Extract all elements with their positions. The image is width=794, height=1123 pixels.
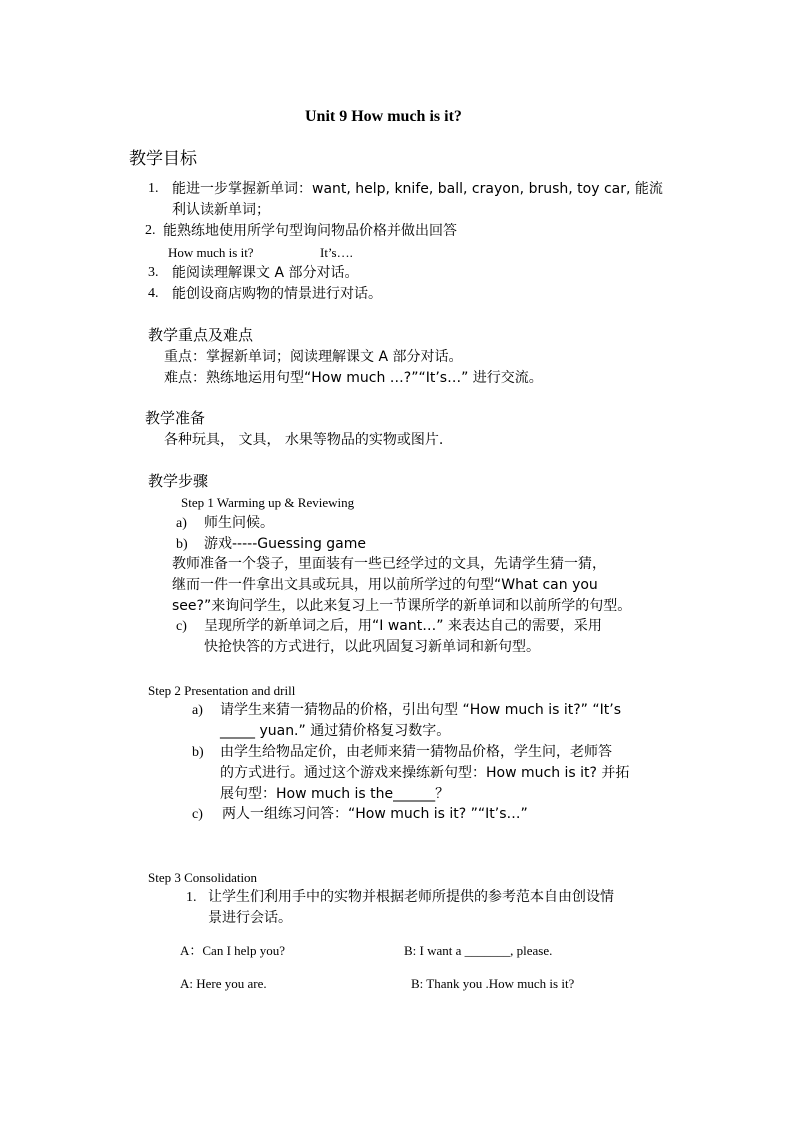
dialog-line-a: A：Can I help you? bbox=[180, 943, 286, 958]
step2-b-text-cont: 展句型：How much is the______？ bbox=[220, 786, 450, 802]
dialog-line-a: A: Here you are. bbox=[180, 976, 267, 991]
step3-text: 让学生们利用手中的实物并根据老师所提供的参考范本自由创设情 bbox=[208, 889, 614, 905]
step2-a-label: a) bbox=[192, 703, 203, 718]
step1-a-label: a) bbox=[176, 516, 187, 531]
dialog-line-b: B: Thank you .How much is it? bbox=[411, 976, 575, 991]
step1-paragraph: see?”来询问学生，以此来复习上一节课所学的新单词和以前所学的句型。 bbox=[172, 598, 632, 614]
step1-paragraph: 继而一件一件拿出文具或玩具，用以前所学过的句型“What can you bbox=[172, 577, 598, 593]
focus-heading: 教学重点及难点 bbox=[148, 326, 254, 344]
objective-text: 能进一步掌握新单词：want, help, knife, ball, crayon, brush, toy car, 能流 bbox=[172, 181, 663, 197]
difficult-point: 难点：熟练地运用句型“How much …?”“It’s…” 进行交流。 bbox=[164, 370, 543, 386]
step2-a-text: 请学生来猜一猜物品的价格，引出句型 “How much is it?” “It’s bbox=[220, 702, 621, 718]
step1-title: Step 1 Warming up & Reviewing bbox=[181, 495, 355, 510]
step3-title: Step 3 Consolidation bbox=[148, 870, 258, 885]
objective-text: 能熟练地使用所学句型询问物品价格并做出回答 bbox=[163, 223, 457, 239]
prep-heading: 教学准备 bbox=[145, 409, 206, 427]
pattern-answer: It’s…. bbox=[320, 245, 353, 260]
step1-paragraph: 教师准备一个袋子，里面装有一些已经学过的文具，先请学生猜一猜， bbox=[172, 556, 606, 572]
objective-number: 1. bbox=[148, 181, 159, 196]
objectives-heading: 教学目标 bbox=[129, 149, 197, 169]
step1-b-label: b) bbox=[176, 537, 188, 552]
step1-c-text: 呈现所学的新单词之后，用“I want…” 来表达自己的需要，采用 bbox=[204, 618, 602, 634]
step1-c-text-cont: 快抢快答的方式进行，以此巩固复习新单词和新句型。 bbox=[204, 639, 540, 655]
pattern-question: How much is it? bbox=[168, 245, 254, 260]
steps-heading: 教学步骤 bbox=[148, 472, 209, 490]
page-title: Unit 9 How much is it? bbox=[305, 108, 462, 125]
objective-text: 能阅读理解课文 A 部分对话。 bbox=[172, 265, 359, 281]
step2-b-text: 由学生给物品定价，由老师来猜一猜物品价格，学生问，老师答 bbox=[220, 744, 612, 760]
objective-text: 能创设商店购物的情景进行对话。 bbox=[172, 286, 382, 302]
objective-text-cont: 利认读新单词； bbox=[172, 202, 270, 218]
step2-b-label: b) bbox=[192, 745, 204, 760]
objective-number: 2. bbox=[145, 223, 156, 238]
step2-c-label: c) bbox=[192, 807, 203, 822]
prep-text: 各种玩具， 文具， 水果等物品的实物或图片. bbox=[164, 432, 444, 448]
step1-c-label: c) bbox=[176, 619, 187, 634]
step1-b-text: 游戏-----Guessing game bbox=[204, 536, 366, 552]
step2-c-text: 两人一组练习问答：“How much is it? ”“It’s…” bbox=[222, 806, 528, 822]
step1-a-text: 师生问候。 bbox=[204, 515, 274, 531]
dialog-line-b: B: I want a _______, please. bbox=[404, 943, 553, 958]
step2-a-text-cont: _____ yuan.” 通过猜价格复习数字。 bbox=[220, 723, 451, 739]
step2-title: Step 2 Presentation and drill bbox=[148, 683, 296, 698]
objective-number: 4. bbox=[148, 286, 159, 301]
step3-text-cont: 景进行会话。 bbox=[208, 910, 292, 926]
step2-b-text-cont: 的方式进行。通过这个游戏来操练新句型：How much is it? 并拓 bbox=[220, 765, 630, 781]
objective-number: 3. bbox=[148, 265, 159, 280]
key-point: 重点：掌握新单词；阅读理解课文 A 部分对话。 bbox=[164, 349, 463, 365]
step3-number: 1. bbox=[186, 890, 197, 905]
